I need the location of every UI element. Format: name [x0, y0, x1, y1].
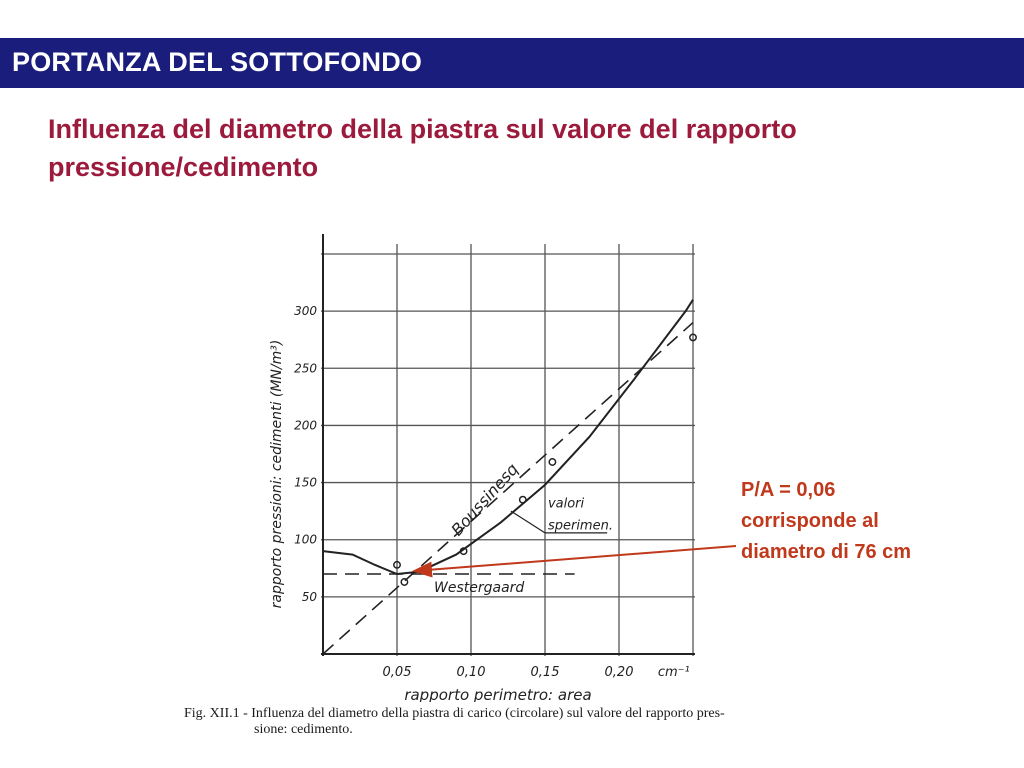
x-tick-label: 0,20: [604, 665, 634, 680]
series-label-westergaard: Westergaard: [434, 580, 525, 596]
valori-leader-line: [511, 511, 545, 533]
chart-figure: [260, 222, 710, 702]
annotation-line-3: diametro di 76 cm: [741, 541, 912, 563]
page-title: PORTANZA DEL SOTTOFONDO: [12, 47, 423, 77]
series-line-0: [323, 323, 693, 654]
y-tick-label: 50: [301, 589, 317, 604]
x-unit-label: cm⁻¹: [657, 665, 690, 680]
slide-subtitle: Influenza del diametro della piastra sul valore del rapporto pressione/cedimento: [48, 114, 797, 182]
data-point: [520, 497, 526, 503]
series-label-boussinesq: Boussinesq: [447, 459, 523, 540]
y-tick-label: 150: [294, 475, 317, 490]
series-label-sperimen: sperimen.: [547, 518, 613, 534]
series-line-2: [323, 300, 693, 574]
data-point: [401, 579, 407, 585]
data-point: [549, 459, 555, 465]
annotation-line-2: corrisponde al: [741, 510, 879, 532]
series-label-valori: valori: [547, 496, 585, 512]
annotation-box: [741, 475, 981, 568]
caption-line-1: Fig. XII.1 - Influenza del diametro della piastra di carico (circolare) sul valore del rapporto pres-: [184, 706, 725, 721]
x-tick-label: 0,15: [530, 665, 560, 680]
figure-caption: [184, 706, 824, 738]
header-bar: [0, 38, 1024, 88]
annotation-line-1: P/A = 0,06: [741, 479, 836, 501]
caption-line-2: sione: cedimento.: [254, 722, 353, 737]
y-axis-title: rapporto pressioni: cedimenti (MN/m³): [269, 339, 285, 609]
y-tick-label: 300: [294, 304, 317, 319]
chart-svg: [260, 222, 710, 702]
x-tick-label: 0,10: [456, 665, 486, 680]
y-tick-label: 100: [294, 532, 317, 547]
x-tick-label: 0,05: [382, 665, 412, 680]
y-tick-label: 250: [294, 361, 317, 376]
y-tick-label: 200: [294, 418, 317, 433]
x-axis-title: rapporto perimetro: area: [404, 686, 592, 702]
chart-labels: [269, 340, 613, 702]
